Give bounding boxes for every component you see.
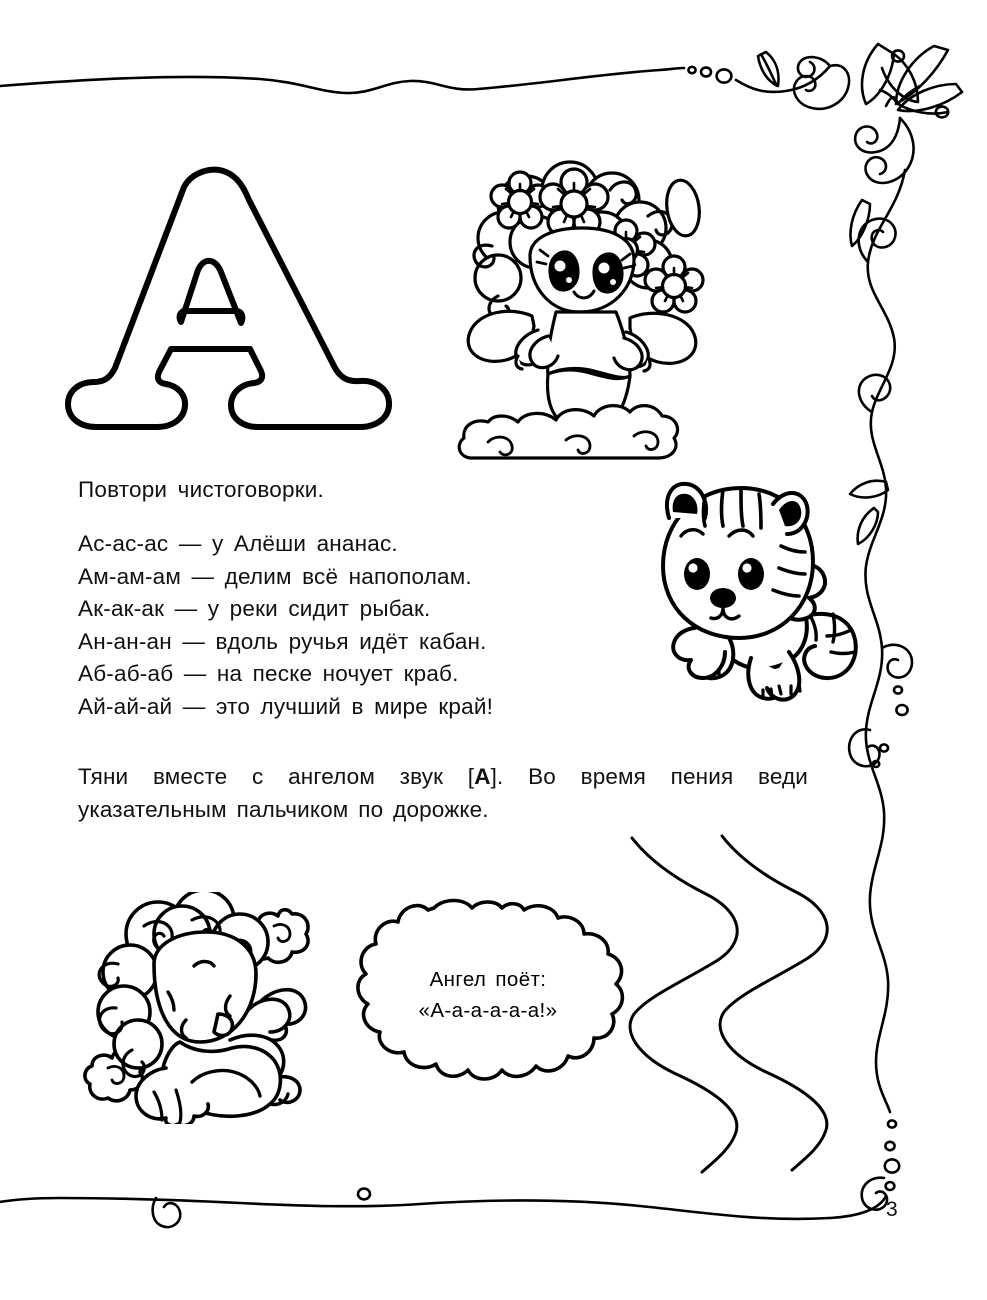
border-dot: [358, 1189, 370, 1200]
tongue-twister-line: Ан-ан-ан — вдоль ручья идёт кабан.: [78, 628, 487, 654]
speech-bubble-text: [348, 964, 628, 1026]
big-outline-letter-a-icon: [58, 150, 398, 450]
repeat-prompt: Повтори чистоговорки.: [78, 477, 324, 502]
tongue-twister-line: Ам-ам-ам — делим всё напополам.: [78, 563, 472, 589]
vine-spiral: [859, 219, 896, 262]
trace-prompt-sound-letter: А: [474, 764, 491, 789]
trace-prompt-part-2: ]. Во время пения: [490, 764, 734, 789]
border-dot: [885, 1142, 894, 1150]
angel-mouth: [214, 1014, 232, 1035]
tongue-twister-line: Ай-ай-ай — это лучший в мире край!: [78, 693, 494, 719]
page-number: 3: [886, 1198, 898, 1221]
vine-stem-2: [794, 65, 849, 109]
speech-line-1: Ангел поёт:: [429, 968, 547, 991]
bottom-border-spiral: [153, 1198, 181, 1227]
border-dot: [873, 761, 879, 767]
border-dot: [880, 744, 888, 751]
border-dot: [717, 69, 732, 82]
tracing-path-right: [720, 836, 827, 1170]
floating-petal: [663, 178, 702, 238]
vine-leaf-vein: [762, 56, 776, 84]
vine-spiral: [849, 729, 879, 766]
trace-prompt: [78, 760, 808, 826]
vine-stem-top: [736, 66, 830, 92]
angel-wing: [248, 999, 290, 1032]
vine-spiral: [798, 57, 830, 77]
tongue-twister-line: Ас-ас-ас — у Алёши ананас.: [78, 531, 398, 556]
border-dot: [885, 1159, 899, 1172]
tongue-twister-line: Ак-ак-ак — у реки сидит рыбак.: [78, 596, 431, 622]
border-dot: [896, 705, 907, 715]
winged-tiger-cub-icon: [645, 462, 870, 712]
tongue-twister-list: [78, 528, 493, 724]
border-dot: [936, 107, 948, 118]
tongue-twister-line: Аб-аб-аб — на песке ночует краб.: [78, 661, 459, 687]
angel-face: [154, 932, 256, 1042]
border-dot: [888, 1120, 896, 1127]
vine-spiral: [882, 645, 912, 678]
vine-small-leaf: [850, 200, 870, 246]
flower-fairy-on-cloud-icon: [452, 160, 717, 460]
fairy-cloud-base: [459, 406, 677, 458]
trace-prompt-part-3: веди указательным пальчиком по дорожке.: [78, 764, 808, 822]
singing-angel-icon: [82, 892, 344, 1124]
trace-prompt-part-1: Тяни вместе с ангелом звук [: [78, 764, 475, 789]
vine-spiral: [859, 375, 890, 412]
tracing-path-left: [630, 838, 737, 1172]
vine-long-stem: [865, 170, 905, 1112]
border-dot: [894, 686, 902, 693]
bottom-border-line: [0, 1196, 886, 1219]
leaf-cluster: [862, 44, 962, 114]
tiger-nose: [710, 588, 736, 608]
border-dot: [701, 68, 711, 77]
border-dot: [886, 1182, 895, 1190]
top-border-line: [0, 68, 684, 93]
speech-line-2: «А-а-а-а-а-а!»: [418, 999, 558, 1022]
fairy-dress: [547, 312, 630, 377]
vine-leaf: [758, 52, 779, 86]
border-dot: [892, 50, 904, 61]
vine-stem-right: [855, 118, 900, 153]
vine-stem-right-2: [866, 118, 914, 183]
border-dot: [688, 67, 695, 73]
vine-spiral-bottom: [862, 1178, 887, 1210]
